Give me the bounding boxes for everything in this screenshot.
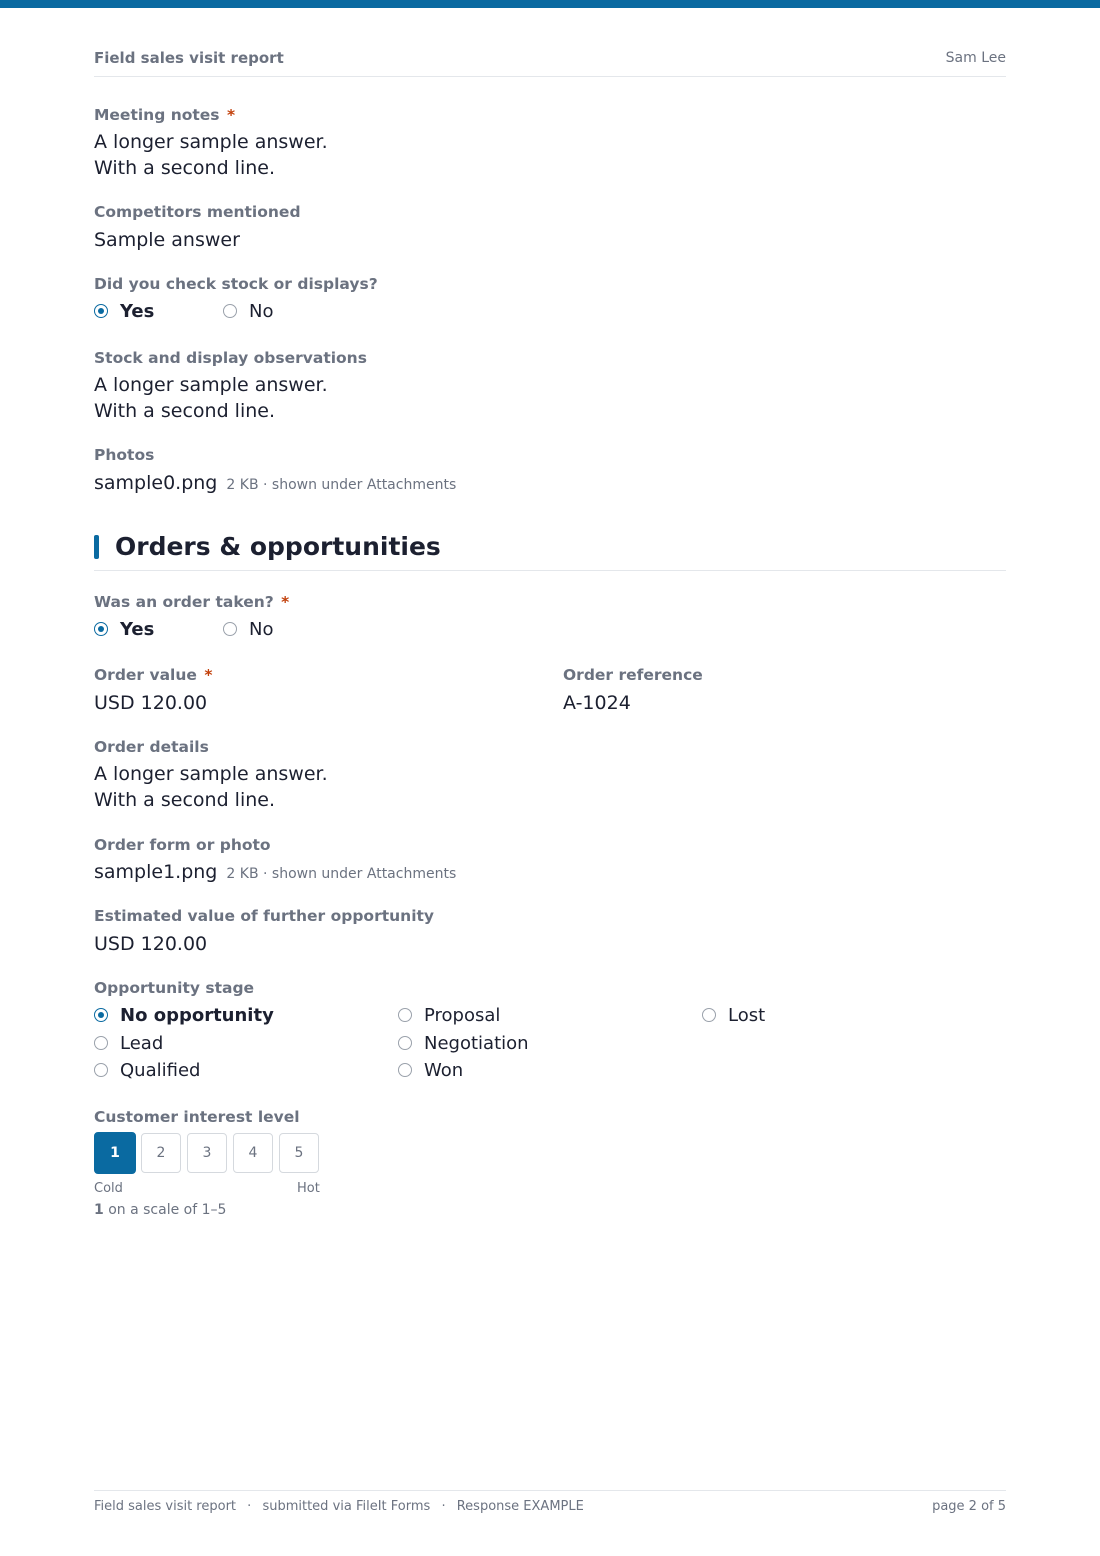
radio-group	[94, 615, 289, 643]
field-label: Customer interest level	[94, 1108, 300, 1126]
radio-selected-icon	[94, 304, 108, 318]
order-value-field	[94, 665, 212, 716]
footer-response: Response EXAMPLE	[456, 1499, 584, 1514]
radio-selected-icon	[94, 1008, 108, 1022]
further-opportunity-field	[94, 906, 434, 957]
field-label: Estimated value of further opportunity	[94, 907, 435, 925]
field-value: Sample answer	[94, 229, 240, 251]
scale-high-label: Hot	[297, 1181, 320, 1196]
footer-separator: ·	[247, 1499, 252, 1514]
radio-option-won[interactable]: Won	[398, 1056, 463, 1084]
order-taken-field	[94, 592, 289, 643]
field-label: Order value	[94, 666, 197, 684]
radio-option-lead[interactable]: Lead	[94, 1029, 163, 1057]
order-reference-field	[563, 665, 703, 716]
attachment-meta: 2 KB · shown under Attachments	[226, 866, 457, 882]
rating-summary	[94, 1202, 494, 1218]
radio-empty-icon	[223, 304, 237, 318]
attachment-file-name[interactable]: sample1.png	[94, 861, 218, 883]
stock-check-field	[94, 274, 378, 325]
radio-option-lost[interactable]: Lost	[702, 1001, 765, 1029]
field-label: Competitors mentioned	[94, 203, 301, 221]
meeting-notes-field	[94, 105, 328, 181]
order-form-field	[94, 835, 456, 887]
page-footer	[94, 1490, 1006, 1521]
radio-empty-icon	[94, 1063, 108, 1077]
field-label: Order reference	[563, 666, 703, 684]
field-label: Was an order taken?	[94, 593, 274, 611]
radio-empty-icon	[223, 622, 237, 636]
attachment-file-name[interactable]: sample0.png	[94, 472, 218, 494]
section-accent-bar	[94, 535, 99, 559]
customer-interest-field	[94, 1107, 494, 1218]
required-marker: *	[204, 666, 213, 684]
field-label: Meeting notes	[94, 106, 220, 124]
attachment-meta: 2 KB · shown under Attachments	[226, 477, 457, 493]
radio-option-qualified[interactable]: Qualified	[94, 1056, 200, 1084]
radio-option-no[interactable]: No	[223, 615, 273, 643]
radio-option-yes[interactable]: Yes	[94, 297, 154, 325]
respondent-name: Sam Lee	[945, 50, 1006, 66]
field-label: Stock and display observations	[94, 349, 367, 367]
section-title: Orders & opportunities	[115, 532, 441, 561]
required-marker: *	[281, 593, 290, 611]
field-value: A longer sample answer. With a second line.	[94, 374, 328, 422]
radio-empty-icon	[398, 1008, 412, 1022]
field-value: A longer sample answer. With a second line.	[94, 763, 328, 811]
radio-empty-icon	[94, 1036, 108, 1050]
radio-option-yes[interactable]: Yes	[94, 615, 154, 643]
radio-empty-icon	[398, 1036, 412, 1050]
radio-group	[94, 1001, 1006, 1085]
rating-scale	[94, 1133, 494, 1175]
rating-option-1[interactable]: 1	[94, 1132, 136, 1174]
field-label: Photos	[94, 446, 155, 464]
radio-option-proposal[interactable]: Proposal	[398, 1001, 500, 1029]
radio-option-no-opportunity[interactable]: No opportunity	[94, 1001, 274, 1029]
rating-summary-value: 1	[94, 1202, 104, 1218]
rating-scale-ends	[94, 1181, 494, 1201]
required-marker: *	[226, 106, 236, 124]
stock-observations-field	[94, 348, 367, 424]
footer-submitted: submitted via FileIt Forms	[262, 1499, 431, 1514]
radio-group	[94, 297, 378, 325]
photos-field	[94, 445, 456, 498]
rating-summary-text: on a scale of 1–5	[108, 1202, 227, 1218]
rating-option-2[interactable]: 2	[141, 1133, 181, 1173]
order-details-field	[94, 737, 328, 813]
form-title: Field sales visit report	[94, 49, 284, 67]
field-label: Did you check stock or displays?	[94, 275, 378, 293]
radio-option-no[interactable]: No	[223, 297, 273, 325]
field-label: Order details	[94, 738, 209, 756]
field-value: A-1024	[563, 692, 631, 714]
scale-low-label: Cold	[94, 1181, 123, 1196]
rating-option-3[interactable]: 3	[187, 1133, 227, 1173]
page-header	[94, 48, 1006, 77]
radio-empty-icon	[702, 1008, 716, 1022]
footer-separator: ·	[441, 1499, 446, 1514]
field-value: A longer sample answer. With a second line.	[94, 131, 328, 179]
field-value: USD 120.00	[94, 933, 208, 955]
section-heading	[94, 532, 1006, 571]
field-value: USD 120.00	[94, 692, 208, 714]
field-label: Opportunity stage	[94, 979, 255, 997]
radio-selected-icon	[94, 622, 108, 636]
page-number: page 2 of 5	[932, 1499, 1006, 1514]
rating-option-5[interactable]: 5	[279, 1133, 319, 1173]
competitors-field	[94, 202, 301, 253]
opportunity-stage-field	[94, 978, 1006, 1085]
radio-empty-icon	[398, 1063, 412, 1077]
rating-option-4[interactable]: 4	[233, 1133, 273, 1173]
top-accent-bar	[0, 0, 1100, 8]
radio-option-negotiation[interactable]: Negotiation	[398, 1029, 529, 1057]
field-label: Order form or photo	[94, 836, 271, 854]
footer-form-name: Field sales visit report	[94, 1499, 237, 1514]
